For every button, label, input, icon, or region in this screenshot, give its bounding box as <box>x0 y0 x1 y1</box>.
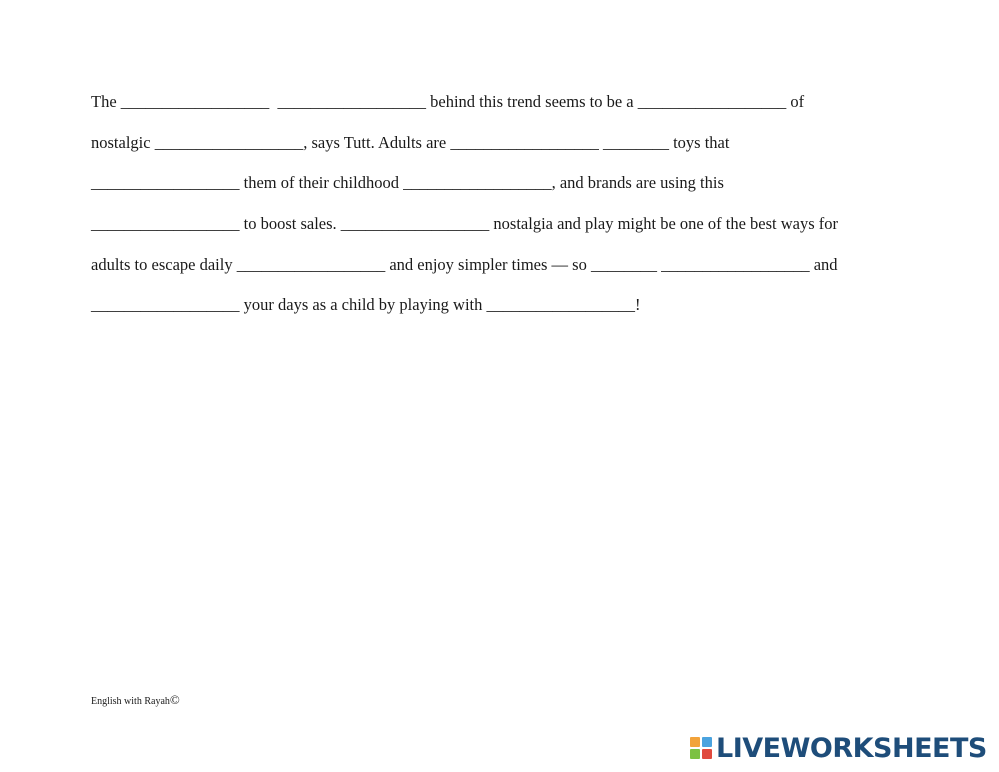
text-line-6: __________________ your days as a child by playing with __________________! <box>91 295 641 314</box>
copyright-symbol: © <box>169 692 180 707</box>
text-line-1: The __________________ __________________ behind this trend seems to be a __________________ of <box>91 92 805 111</box>
text-line-2: nostalgic __________________, says Tutt. Adults are __________________ ________ toys that <box>91 133 730 152</box>
text-line-3: __________________ them of their childhood __________________, and brands are using this <box>91 173 724 192</box>
logo-text: LIVEWORKSHEETS <box>716 732 987 764</box>
logo-block-blue <box>702 737 712 747</box>
logo-block-orange <box>690 737 700 747</box>
logo-blocks-icon <box>690 737 712 759</box>
liveworksheets-logo <box>690 733 987 763</box>
logo-block-green <box>690 749 700 759</box>
text-line-4: __________________ to boost sales. __________________ nostalgia and play might be one of the best ways for <box>91 214 838 233</box>
author-credit-text: English with Rayah <box>91 696 170 707</box>
logo-block-red <box>702 749 712 759</box>
text-line-5: adults to escape daily __________________ and enjoy simpler times — so ________ __________________ and <box>91 255 838 274</box>
author-credit <box>91 692 180 708</box>
